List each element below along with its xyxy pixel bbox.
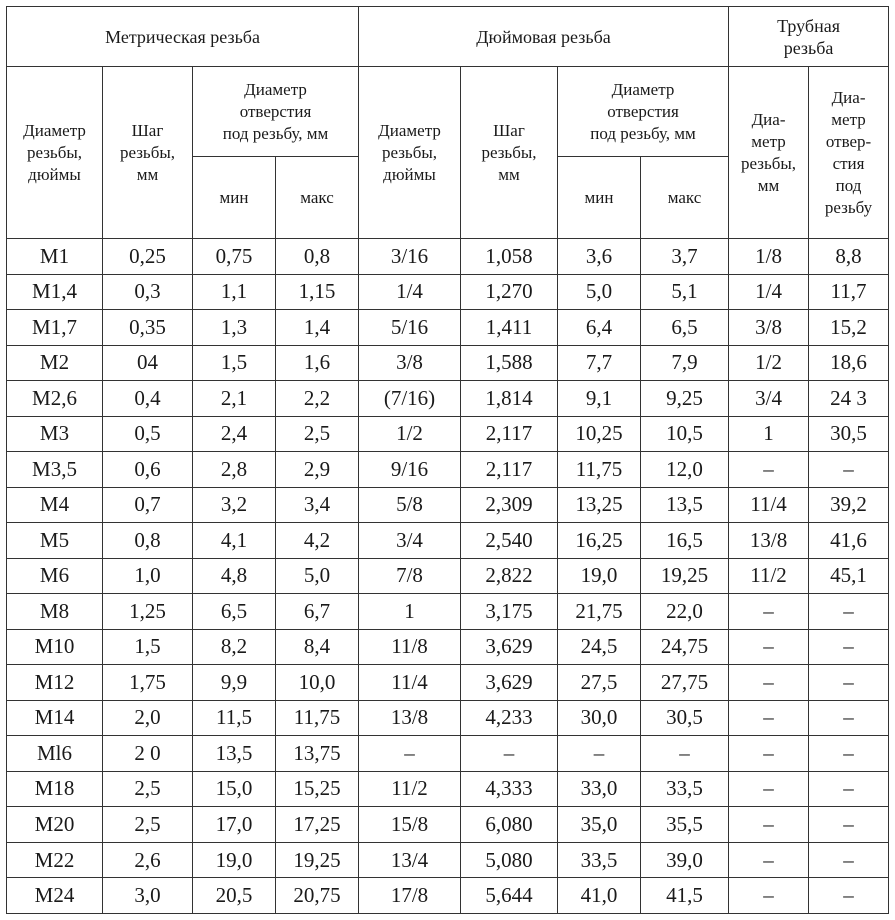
metric-hole-max-cell: 1,4 bbox=[276, 310, 359, 346]
table-row bbox=[7, 487, 889, 523]
metric-diameter-cell: M3 bbox=[7, 416, 103, 452]
metric-hole-max-cell: 5,0 bbox=[276, 558, 359, 594]
pipe-hole-diameter-cell: – bbox=[809, 842, 889, 878]
metric-diameter-cell: M5 bbox=[7, 523, 103, 559]
inch-diameter-cell: 1/4 bbox=[359, 274, 461, 310]
pipe-hole-diameter-cell: – bbox=[809, 771, 889, 807]
inch-diameter-cell: 13/8 bbox=[359, 700, 461, 736]
pipe-hole-diameter-cell: – bbox=[809, 878, 889, 914]
inch-pitch-cell: 2,540 bbox=[461, 523, 558, 559]
metric-diameter-cell: M4 bbox=[7, 487, 103, 523]
inch-pitch-cell: – bbox=[461, 736, 558, 772]
metric-hole-max-cell: 17,25 bbox=[276, 807, 359, 843]
metric-diameter-cell: M2,6 bbox=[7, 381, 103, 417]
inch-hole-min-cell: 35,0 bbox=[558, 807, 641, 843]
inch-pitch-cell: 3,629 bbox=[461, 629, 558, 665]
pipe-hole-diameter-cell: 8,8 bbox=[809, 239, 889, 275]
metric-pitch-header: Шаг резьбы, мм bbox=[103, 67, 193, 239]
table-row bbox=[7, 878, 889, 914]
pipe-diameter-cell: – bbox=[729, 629, 809, 665]
inch-thread-group-header: Дюймовая резьба bbox=[359, 7, 729, 67]
metric-pitch-cell: 0,8 bbox=[103, 523, 193, 559]
pipe-diameter-cell: – bbox=[729, 452, 809, 488]
metric-diameter-cell: M1,7 bbox=[7, 310, 103, 346]
table-row bbox=[7, 310, 889, 346]
pipe-hole-diameter-cell: – bbox=[809, 452, 889, 488]
metric-diameter-header: Диаметр резьбы, дюймы bbox=[7, 67, 103, 239]
table-row bbox=[7, 771, 889, 807]
inch-max-header: макс bbox=[641, 157, 729, 239]
table-row bbox=[7, 523, 889, 559]
pipe-hole-diameter-cell: 24 3 bbox=[809, 381, 889, 417]
metric-hole-min-cell: 1,3 bbox=[193, 310, 276, 346]
metric-hole-max-cell: 6,7 bbox=[276, 594, 359, 630]
metric-pitch-cell: 0,25 bbox=[103, 239, 193, 275]
pipe-diameter-cell: 1/4 bbox=[729, 274, 809, 310]
metric-pitch-cell: 0,6 bbox=[103, 452, 193, 488]
pipe-diameter-cell: 1 bbox=[729, 416, 809, 452]
table-row bbox=[7, 452, 889, 488]
inch-hole-min-cell: 24,5 bbox=[558, 629, 641, 665]
inch-hole-max-cell: 9,25 bbox=[641, 381, 729, 417]
metric-pitch-cell: 0,7 bbox=[103, 487, 193, 523]
table-row bbox=[7, 416, 889, 452]
inch-hole-max-cell: 19,25 bbox=[641, 558, 729, 594]
pipe-diameter-cell: – bbox=[729, 771, 809, 807]
inch-pitch-cell: 1,588 bbox=[461, 345, 558, 381]
inch-pitch-cell: 2,309 bbox=[461, 487, 558, 523]
metric-hole-min-cell: 4,8 bbox=[193, 558, 276, 594]
inch-diameter-cell: 7/8 bbox=[359, 558, 461, 594]
inch-hole-min-cell: 41,0 bbox=[558, 878, 641, 914]
pipe-diameter-cell: 13/8 bbox=[729, 523, 809, 559]
metric-diameter-cell: M18 bbox=[7, 771, 103, 807]
metric-hole-max-cell: 8,4 bbox=[276, 629, 359, 665]
metric-diameter-cell: M24 bbox=[7, 878, 103, 914]
metric-hole-max-cell: 2,5 bbox=[276, 416, 359, 452]
pipe-hole-diameter-cell: – bbox=[809, 594, 889, 630]
metric-hole-max-cell: 19,25 bbox=[276, 842, 359, 878]
metric-hole-min-cell: 8,2 bbox=[193, 629, 276, 665]
inch-hole-min-cell: 27,5 bbox=[558, 665, 641, 701]
inch-diameter-cell: 9/16 bbox=[359, 452, 461, 488]
metric-hole-min-cell: 2,1 bbox=[193, 381, 276, 417]
inch-hole-max-cell: – bbox=[641, 736, 729, 772]
metric-max-header: макс bbox=[276, 157, 359, 239]
table-row bbox=[7, 700, 889, 736]
metric-hole-diameter-header: Диаметр отверстия под резьбу, мм bbox=[193, 67, 359, 157]
inch-diameter-cell: 13/4 bbox=[359, 842, 461, 878]
metric-hole-min-cell: 4,1 bbox=[193, 523, 276, 559]
inch-hole-min-cell: 21,75 bbox=[558, 594, 641, 630]
inch-min-header: мин bbox=[558, 157, 641, 239]
pipe-diameter-cell: – bbox=[729, 665, 809, 701]
inch-pitch-cell: 1,270 bbox=[461, 274, 558, 310]
metric-hole-max-cell: 4,2 bbox=[276, 523, 359, 559]
metric-hole-max-cell: 2,2 bbox=[276, 381, 359, 417]
table-row bbox=[7, 594, 889, 630]
table-row bbox=[7, 629, 889, 665]
pipe-diameter-cell: 3/4 bbox=[729, 381, 809, 417]
pipe-thread-group-header: Трубная резьба bbox=[729, 7, 889, 67]
metric-hole-min-cell: 0,75 bbox=[193, 239, 276, 275]
inch-hole-min-cell: 33,5 bbox=[558, 842, 641, 878]
metric-hole-max-cell: 0,8 bbox=[276, 239, 359, 275]
pipe-hole-diameter-cell: – bbox=[809, 807, 889, 843]
inch-pitch-cell: 1,058 bbox=[461, 239, 558, 275]
metric-thread-group-header: Метрическая резьба bbox=[7, 7, 359, 67]
metric-hole-max-cell: 1,6 bbox=[276, 345, 359, 381]
inch-pitch-header: Шаг резьбы, мм bbox=[461, 67, 558, 239]
metric-pitch-cell: 2,5 bbox=[103, 807, 193, 843]
pipe-hole-diameter-cell: 39,2 bbox=[809, 487, 889, 523]
inch-hole-max-cell: 6,5 bbox=[641, 310, 729, 346]
inch-hole-min-cell: 9,1 bbox=[558, 381, 641, 417]
pipe-diameter-cell: 11/2 bbox=[729, 558, 809, 594]
inch-pitch-cell: 5,644 bbox=[461, 878, 558, 914]
pipe-hole-diameter-header: Диа- метр отвер- стия под резьбу bbox=[809, 67, 889, 239]
table-row bbox=[7, 239, 889, 275]
pipe-diameter-header: Диа- метр резьбы, мм bbox=[729, 67, 809, 239]
inch-diameter-cell: 11/2 bbox=[359, 771, 461, 807]
inch-hole-min-cell: 16,25 bbox=[558, 523, 641, 559]
inch-hole-min-cell: 10,25 bbox=[558, 416, 641, 452]
metric-hole-max-cell: 20,75 bbox=[276, 878, 359, 914]
metric-pitch-cell: 3,0 bbox=[103, 878, 193, 914]
inch-diameter-cell: – bbox=[359, 736, 461, 772]
inch-hole-max-cell: 10,5 bbox=[641, 416, 729, 452]
inch-diameter-cell: 5/8 bbox=[359, 487, 461, 523]
metric-hole-min-cell: 20,5 bbox=[193, 878, 276, 914]
table-row bbox=[7, 274, 889, 310]
inch-hole-min-cell: 5,0 bbox=[558, 274, 641, 310]
metric-hole-min-cell: 3,2 bbox=[193, 487, 276, 523]
metric-pitch-cell: 0,35 bbox=[103, 310, 193, 346]
metric-pitch-cell: 04 bbox=[103, 345, 193, 381]
metric-hole-min-cell: 6,5 bbox=[193, 594, 276, 630]
metric-pitch-cell: 2,5 bbox=[103, 771, 193, 807]
pipe-diameter-cell: – bbox=[729, 842, 809, 878]
metric-diameter-cell: M12 bbox=[7, 665, 103, 701]
metric-hole-min-cell: 2,8 bbox=[193, 452, 276, 488]
pipe-hole-diameter-cell: 11,7 bbox=[809, 274, 889, 310]
metric-hole-max-cell: 11,75 bbox=[276, 700, 359, 736]
metric-diameter-cell: M10 bbox=[7, 629, 103, 665]
table-row bbox=[7, 807, 889, 843]
pipe-diameter-cell: – bbox=[729, 878, 809, 914]
metric-hole-max-cell: 10,0 bbox=[276, 665, 359, 701]
metric-hole-min-cell: 13,5 bbox=[193, 736, 276, 772]
inch-pitch-cell: 6,080 bbox=[461, 807, 558, 843]
metric-diameter-cell: M3,5 bbox=[7, 452, 103, 488]
inch-hole-min-cell: 6,4 bbox=[558, 310, 641, 346]
metric-diameter-cell: M8 bbox=[7, 594, 103, 630]
pipe-hole-diameter-cell: – bbox=[809, 629, 889, 665]
metric-pitch-cell: 0,5 bbox=[103, 416, 193, 452]
table-row bbox=[7, 381, 889, 417]
metric-diameter-cell: M6 bbox=[7, 558, 103, 594]
metric-pitch-cell: 2,0 bbox=[103, 700, 193, 736]
inch-pitch-cell: 2,117 bbox=[461, 452, 558, 488]
metric-hole-min-cell: 9,9 bbox=[193, 665, 276, 701]
pipe-diameter-cell: 1/8 bbox=[729, 239, 809, 275]
pipe-hole-diameter-cell: 15,2 bbox=[809, 310, 889, 346]
metric-pitch-cell: 1,0 bbox=[103, 558, 193, 594]
inch-diameter-cell: 11/4 bbox=[359, 665, 461, 701]
table-body bbox=[7, 239, 889, 914]
inch-hole-max-cell: 22,0 bbox=[641, 594, 729, 630]
thread-dimensions-table bbox=[6, 6, 889, 914]
pipe-hole-diameter-cell: 45,1 bbox=[809, 558, 889, 594]
inch-diameter-cell: 17/8 bbox=[359, 878, 461, 914]
inch-hole-min-cell: 7,7 bbox=[558, 345, 641, 381]
inch-diameter-cell: 11/8 bbox=[359, 629, 461, 665]
metric-pitch-cell: 2 0 bbox=[103, 736, 193, 772]
metric-hole-max-cell: 3,4 bbox=[276, 487, 359, 523]
inch-diameter-cell: 1/2 bbox=[359, 416, 461, 452]
inch-diameter-cell: 3/4 bbox=[359, 523, 461, 559]
pipe-hole-diameter-cell: 18,6 bbox=[809, 345, 889, 381]
metric-pitch-cell: 1,75 bbox=[103, 665, 193, 701]
metric-diameter-cell: M1 bbox=[7, 239, 103, 275]
inch-hole-max-cell: 7,9 bbox=[641, 345, 729, 381]
metric-pitch-cell: 1,25 bbox=[103, 594, 193, 630]
inch-pitch-cell: 4,333 bbox=[461, 771, 558, 807]
metric-hole-max-cell: 2,9 bbox=[276, 452, 359, 488]
metric-hole-min-cell: 11,5 bbox=[193, 700, 276, 736]
metric-hole-min-cell: 1,5 bbox=[193, 345, 276, 381]
pipe-hole-diameter-cell: – bbox=[809, 736, 889, 772]
pipe-hole-diameter-cell: – bbox=[809, 665, 889, 701]
inch-hole-min-cell: 13,25 bbox=[558, 487, 641, 523]
inch-diameter-cell: 5/16 bbox=[359, 310, 461, 346]
inch-hole-max-cell: 12,0 bbox=[641, 452, 729, 488]
inch-hole-min-cell: 11,75 bbox=[558, 452, 641, 488]
metric-hole-min-cell: 19,0 bbox=[193, 842, 276, 878]
metric-hole-max-cell: 1,15 bbox=[276, 274, 359, 310]
inch-hole-max-cell: 24,75 bbox=[641, 629, 729, 665]
metric-hole-max-cell: 13,75 bbox=[276, 736, 359, 772]
metric-hole-max-cell: 15,25 bbox=[276, 771, 359, 807]
inch-hole-min-cell: 3,6 bbox=[558, 239, 641, 275]
table-row bbox=[7, 665, 889, 701]
inch-diameter-cell: 3/16 bbox=[359, 239, 461, 275]
metric-diameter-cell: M2 bbox=[7, 345, 103, 381]
inch-hole-max-cell: 13,5 bbox=[641, 487, 729, 523]
pipe-hole-diameter-cell: 30,5 bbox=[809, 416, 889, 452]
metric-diameter-cell: M22 bbox=[7, 842, 103, 878]
inch-diameter-cell: 15/8 bbox=[359, 807, 461, 843]
pipe-diameter-cell: 1/2 bbox=[729, 345, 809, 381]
metric-pitch-cell: 2,6 bbox=[103, 842, 193, 878]
table-row bbox=[7, 736, 889, 772]
pipe-diameter-cell: – bbox=[729, 736, 809, 772]
metric-pitch-cell: 0,3 bbox=[103, 274, 193, 310]
pipe-diameter-cell: – bbox=[729, 700, 809, 736]
inch-hole-max-cell: 41,5 bbox=[641, 878, 729, 914]
inch-hole-max-cell: 30,5 bbox=[641, 700, 729, 736]
inch-hole-diameter-header: Диаметр отверстия под резьбу, мм bbox=[558, 67, 729, 157]
metric-pitch-cell: 1,5 bbox=[103, 629, 193, 665]
inch-diameter-cell: 3/8 bbox=[359, 345, 461, 381]
metric-diameter-cell: M20 bbox=[7, 807, 103, 843]
metric-hole-min-cell: 17,0 bbox=[193, 807, 276, 843]
inch-hole-min-cell: 33,0 bbox=[558, 771, 641, 807]
metric-min-header: мин bbox=[193, 157, 276, 239]
inch-pitch-cell: 3,175 bbox=[461, 594, 558, 630]
inch-diameter-cell: (7/16) bbox=[359, 381, 461, 417]
pipe-diameter-cell: – bbox=[729, 594, 809, 630]
metric-pitch-cell: 0,4 bbox=[103, 381, 193, 417]
inch-hole-max-cell: 35,5 bbox=[641, 807, 729, 843]
inch-hole-max-cell: 27,75 bbox=[641, 665, 729, 701]
inch-hole-min-cell: 19,0 bbox=[558, 558, 641, 594]
inch-pitch-cell: 3,629 bbox=[461, 665, 558, 701]
table-row bbox=[7, 842, 889, 878]
inch-pitch-cell: 1,411 bbox=[461, 310, 558, 346]
inch-hole-max-cell: 39,0 bbox=[641, 842, 729, 878]
pipe-hole-diameter-cell: – bbox=[809, 700, 889, 736]
inch-pitch-cell: 5,080 bbox=[461, 842, 558, 878]
metric-diameter-cell: M14 bbox=[7, 700, 103, 736]
table-row bbox=[7, 558, 889, 594]
metric-diameter-cell: Ml6 bbox=[7, 736, 103, 772]
metric-hole-min-cell: 15,0 bbox=[193, 771, 276, 807]
inch-pitch-cell: 2,822 bbox=[461, 558, 558, 594]
inch-diameter-header: Диаметр резьбы, дюймы bbox=[359, 67, 461, 239]
inch-hole-min-cell: – bbox=[558, 736, 641, 772]
metric-hole-min-cell: 2,4 bbox=[193, 416, 276, 452]
table-row bbox=[7, 345, 889, 381]
metric-diameter-cell: M1,4 bbox=[7, 274, 103, 310]
inch-hole-max-cell: 33,5 bbox=[641, 771, 729, 807]
inch-hole-min-cell: 30,0 bbox=[558, 700, 641, 736]
pipe-diameter-cell: – bbox=[729, 807, 809, 843]
inch-hole-max-cell: 5,1 bbox=[641, 274, 729, 310]
inch-pitch-cell: 4,233 bbox=[461, 700, 558, 736]
pipe-hole-diameter-cell: 41,6 bbox=[809, 523, 889, 559]
pipe-diameter-cell: 11/4 bbox=[729, 487, 809, 523]
metric-hole-min-cell: 1,1 bbox=[193, 274, 276, 310]
inch-pitch-cell: 1,814 bbox=[461, 381, 558, 417]
pipe-diameter-cell: 3/8 bbox=[729, 310, 809, 346]
inch-diameter-cell: 1 bbox=[359, 594, 461, 630]
inch-pitch-cell: 2,117 bbox=[461, 416, 558, 452]
inch-hole-max-cell: 16,5 bbox=[641, 523, 729, 559]
inch-hole-max-cell: 3,7 bbox=[641, 239, 729, 275]
